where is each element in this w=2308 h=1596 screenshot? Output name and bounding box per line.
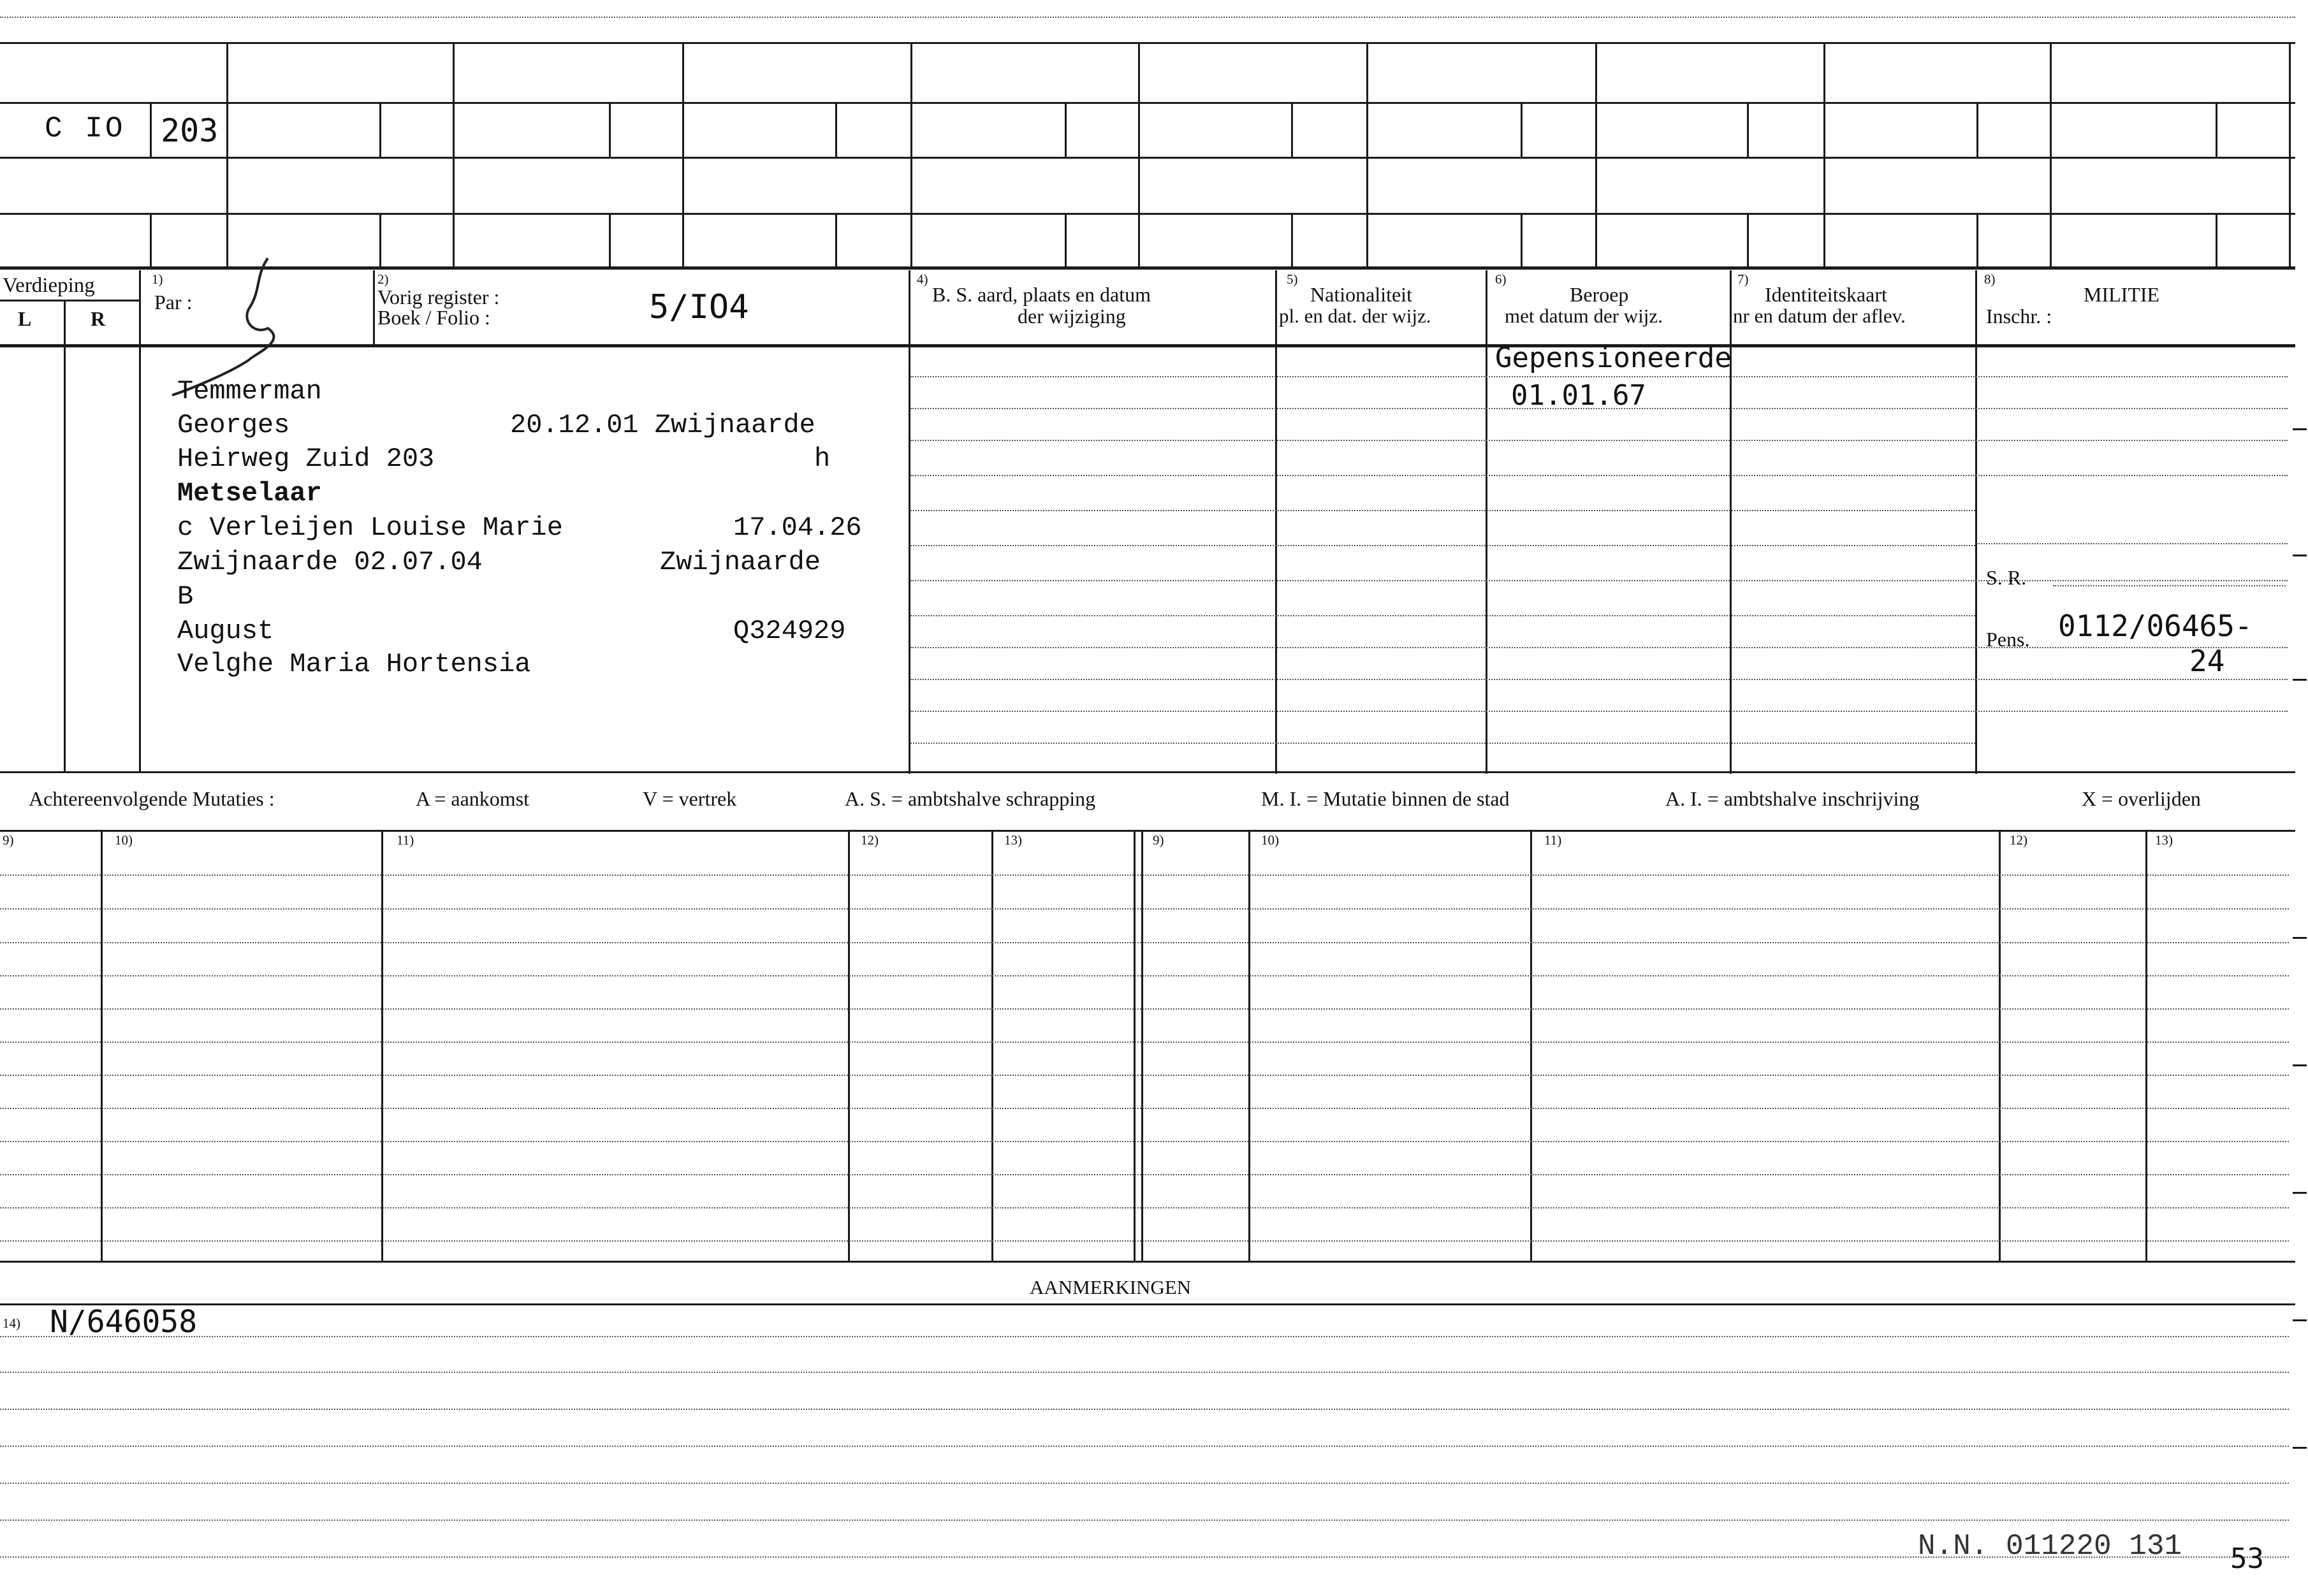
legend-as: A. S. = ambtshalve schrapping bbox=[845, 787, 1096, 810]
identiteitskaart-label-1: Identiteitskaart bbox=[1765, 283, 1887, 306]
id-number: Q324929 bbox=[733, 616, 846, 646]
militie-title: MILITIE bbox=[2084, 283, 2160, 306]
marriage: Zwijnaarde 02.07.04 bbox=[177, 547, 483, 577]
legend-a: A = aankomst bbox=[416, 787, 530, 810]
col7-number: 7) bbox=[1737, 272, 1749, 287]
legend-v: V = vertrek bbox=[643, 787, 737, 810]
inschr-label: Inschr. : bbox=[1986, 305, 2052, 328]
legend-x: X = overlijden bbox=[2082, 787, 2201, 810]
pens-value: 0112/06465- bbox=[2058, 609, 2253, 643]
par-label: Par : bbox=[154, 291, 193, 314]
verdieping-label: Verdieping bbox=[3, 274, 95, 297]
nationality: B bbox=[177, 581, 194, 612]
legend-title: Achtereenvolgende Mutaties : bbox=[29, 787, 275, 810]
mut-col-11: 11) bbox=[397, 832, 414, 848]
card-code: C IO bbox=[45, 112, 126, 145]
spouse: c Verleijen Louise Marie bbox=[177, 512, 563, 543]
remarks-title: AANMERKINGEN bbox=[1030, 1276, 1192, 1298]
col6-number: 6) bbox=[1495, 272, 1507, 287]
firstname: Georges bbox=[177, 410, 290, 440]
mut-col-13: 13) bbox=[1004, 832, 1022, 848]
mut-col-12: 12) bbox=[861, 832, 879, 848]
verdieping-right: R bbox=[91, 307, 106, 330]
verdieping-left: L bbox=[18, 307, 32, 330]
mut-col-13b: 13) bbox=[2155, 832, 2173, 848]
nationaliteit-label-2: pl. en dat. der wijz. bbox=[1279, 305, 1431, 327]
pens-value-2: 24 bbox=[2189, 644, 2225, 678]
col1-number: 1) bbox=[152, 272, 163, 287]
remarks-value: N/646058 bbox=[50, 1304, 198, 1340]
col4-number: 4) bbox=[917, 272, 928, 287]
bs-label-1: B. S. aard, plaats en datum bbox=[932, 283, 1151, 306]
col8-number: 8) bbox=[1984, 272, 1996, 287]
beroep-label-2: met datum der wijz. bbox=[1505, 305, 1663, 327]
scan-edge bbox=[0, 17, 2295, 18]
legend-mi: M. I. = Mutatie binnen de stad bbox=[1261, 787, 1510, 810]
beroep-value: Gepensioneerde bbox=[1495, 342, 1732, 374]
mut-col-9: 9) bbox=[3, 832, 14, 848]
legend-ai: A. I. = ambtshalve inschrijving bbox=[1665, 787, 1920, 810]
card-number: 203 bbox=[161, 112, 219, 149]
col2-number: 2) bbox=[377, 272, 389, 287]
mut-col-12b: 12) bbox=[2010, 832, 2027, 848]
identiteitskaart-label-2: nr en datum der aflev. bbox=[1733, 305, 1906, 327]
beroep-date: 01.01.67 bbox=[1511, 379, 1646, 412]
boek-folio-label: Boek / Folio : bbox=[377, 306, 490, 329]
remarks-number: 14) bbox=[3, 1316, 20, 1331]
beroep-label-1: Beroep bbox=[1570, 283, 1629, 306]
father: August bbox=[177, 616, 274, 646]
marriage-place: Zwijnaarde bbox=[660, 547, 821, 577]
mut-col-10b: 10) bbox=[1261, 832, 1279, 848]
nationaliteit-label-1: Nationaliteit bbox=[1310, 283, 1412, 306]
bs-label-2: der wijziging bbox=[1018, 305, 1126, 328]
mut-col-9b: 9) bbox=[1153, 832, 1164, 848]
address-flag: h bbox=[814, 444, 831, 474]
vorig-register-label: Vorig register : bbox=[377, 286, 500, 308]
mother: Velghe Maria Hortensia bbox=[177, 649, 531, 679]
mut-col-11b: 11) bbox=[1544, 832, 1562, 848]
nn-number: N.N. 011220 131 bbox=[1918, 1530, 2182, 1563]
birth-info: 20.12.01 Zwijnaarde bbox=[510, 410, 815, 440]
sr-label: S. R. bbox=[1986, 566, 2027, 589]
mut-col-10: 10) bbox=[115, 832, 133, 848]
surname: Temmerman bbox=[177, 376, 322, 407]
profession: Metselaar bbox=[177, 478, 322, 509]
col5-number: 5) bbox=[1287, 272, 1298, 287]
spouse-date: 17.04.26 bbox=[733, 512, 862, 543]
pens-label: Pens. bbox=[1986, 628, 2030, 651]
boek-folio-value: 5/IO4 bbox=[649, 288, 749, 326]
page-number: 53 bbox=[2230, 1542, 2264, 1575]
address: Heirweg Zuid 203 bbox=[177, 444, 435, 474]
